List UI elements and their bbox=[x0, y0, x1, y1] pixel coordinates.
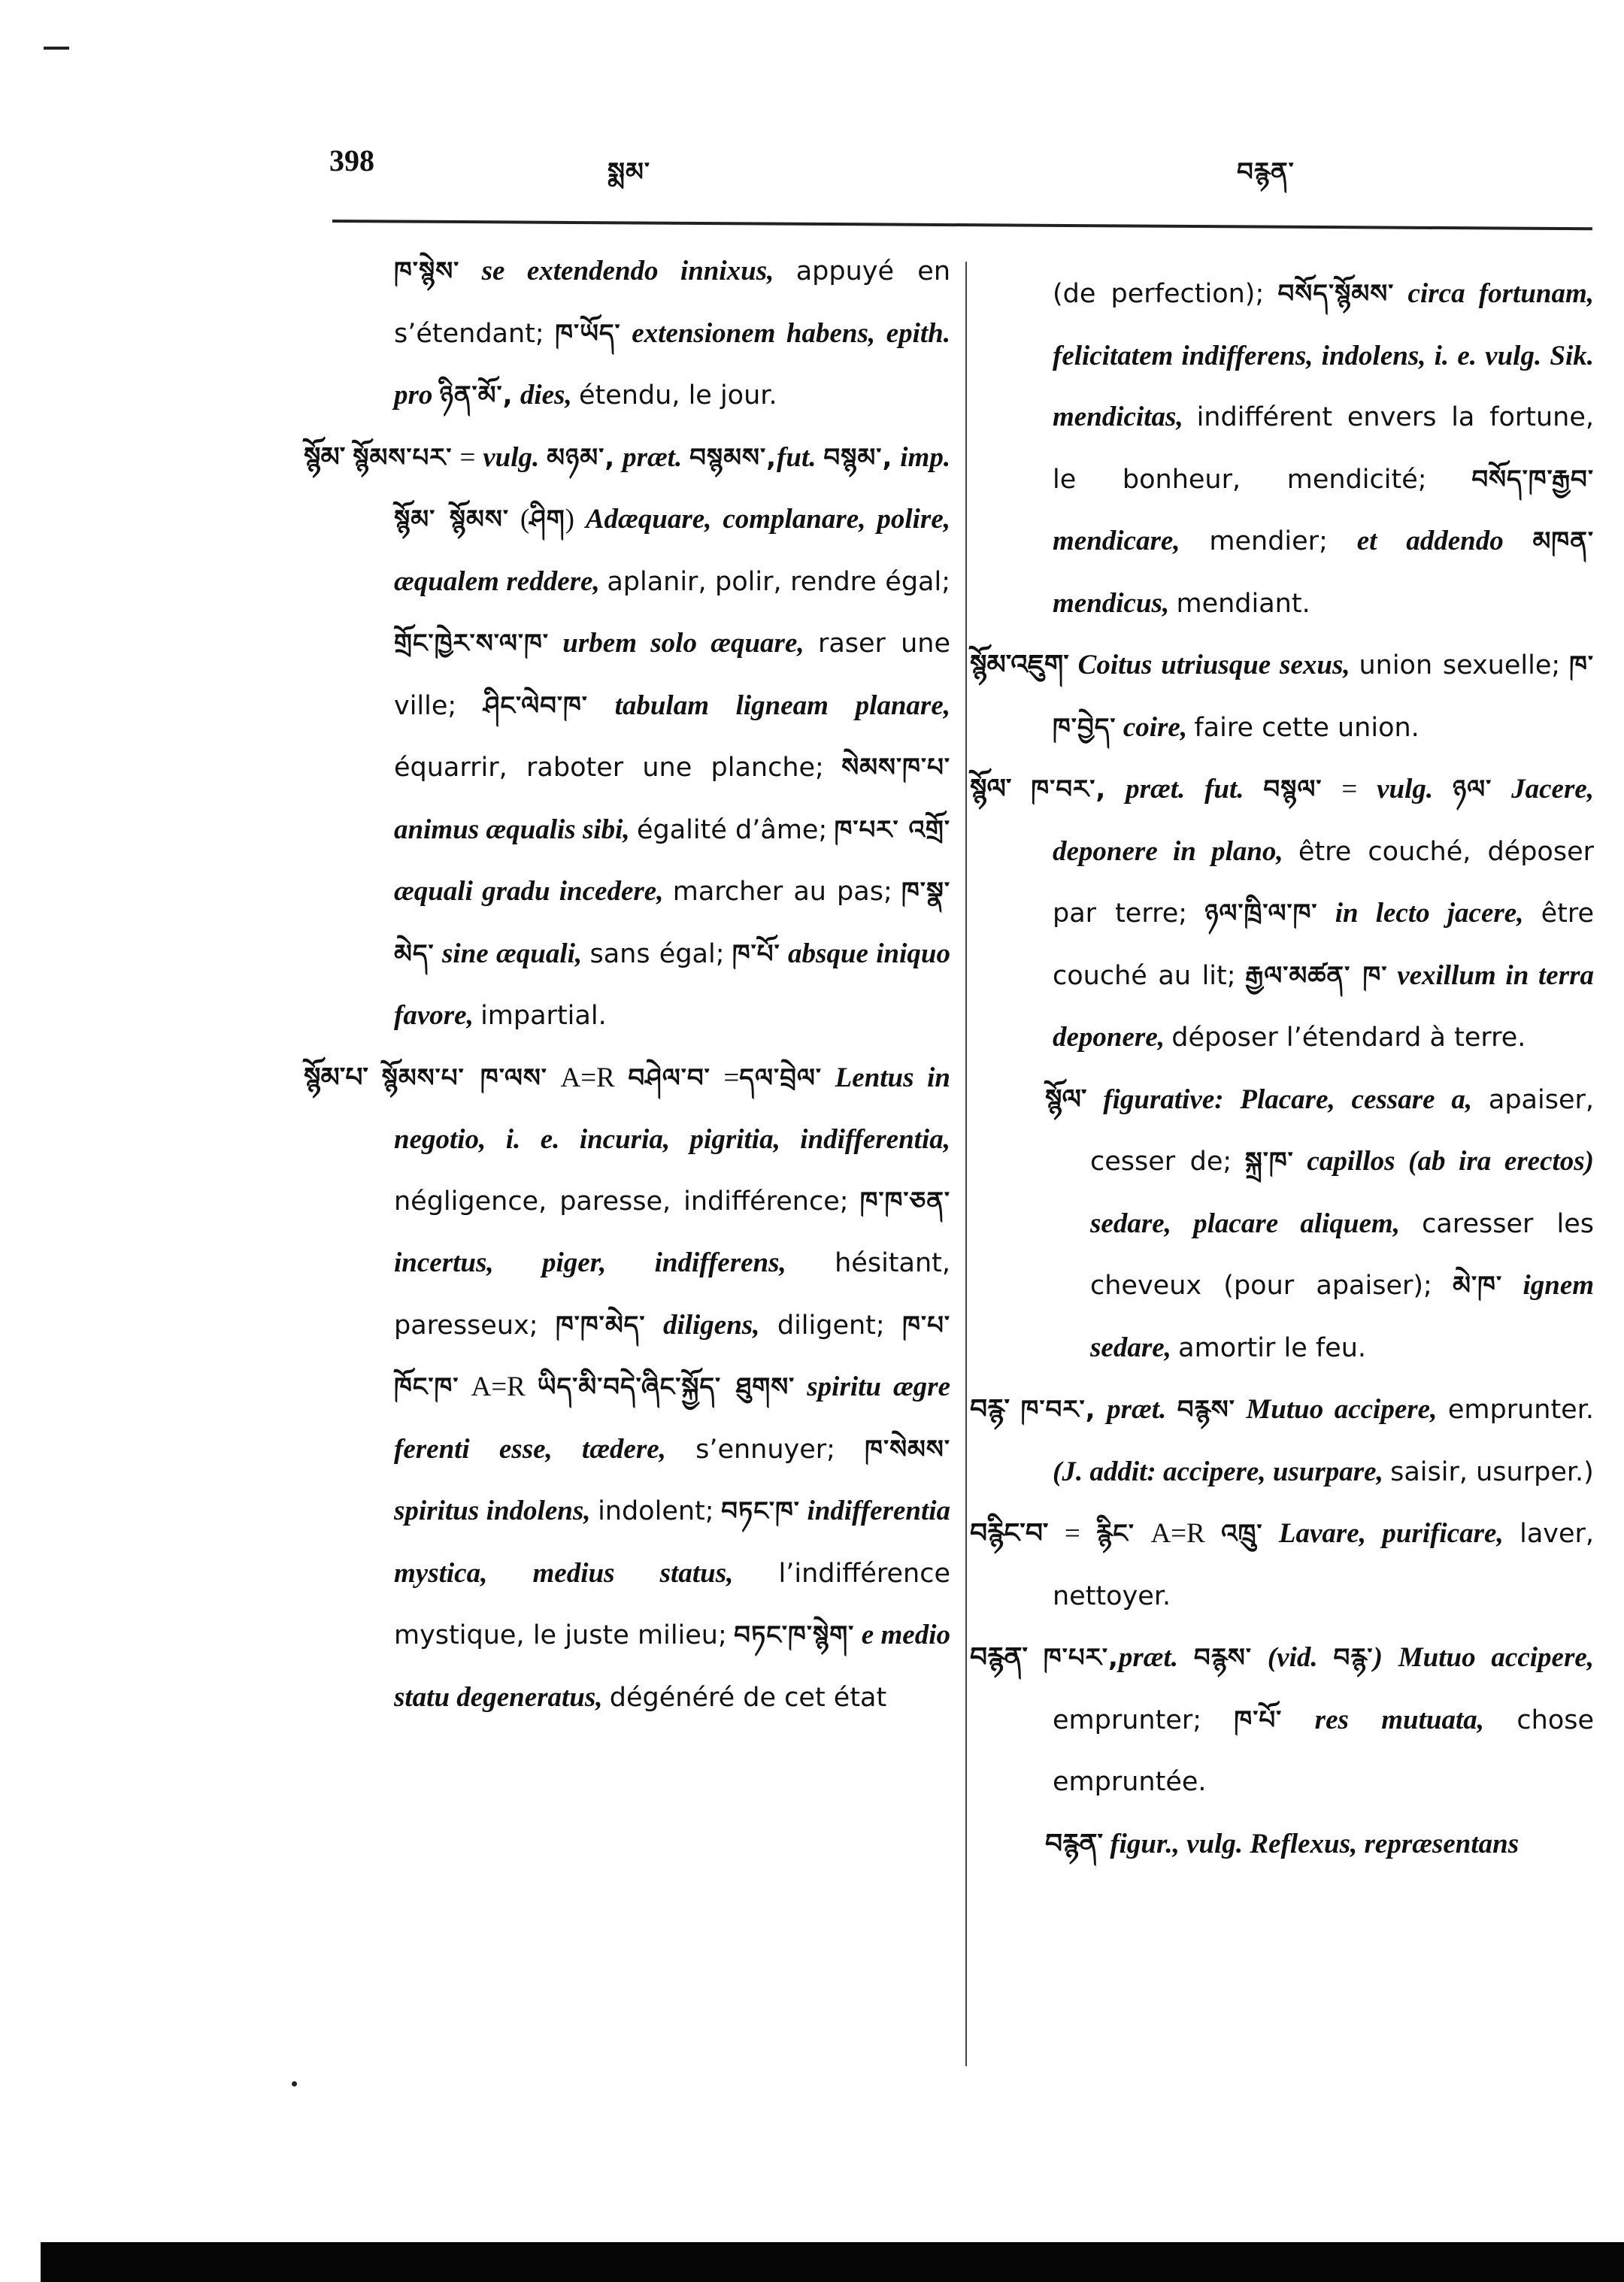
dictionary-entry: བརྙན་ ཁ་པར་,præt. བརྙས་ (vid. བརྙ་) Mutuo accipere, emprunter; ཁ་པོ་ res mutuata, chose empruntée. bbox=[970, 1642, 1595, 1797]
dictionary-entry: སྙོལ་ ཁ་བར་, præt. fut. བསྙལ་ = vulg. ཉལ་ Jacere, deponere in plano, être couché, déposer par terre; ཉལ་ཁྲི་ལ་ཁ་ in lecto jacere, être couché au lit; རྒྱལ་མཚན་ ཁ་ vexillum in terra deponere, déposer l’étendard à terre. bbox=[970, 774, 1595, 1053]
page-number: 398 bbox=[329, 144, 374, 177]
running-head-left: སྨམ་ bbox=[607, 157, 650, 187]
dictionary-entry: སྙོམ་པ་ སྙོམས་པ་ ཁ་ལས་ A=R བཤེལ་བ་ =དལ་བྲེལ་ Lentus in negotio, i. e. incuria, pigritia, indifferentia, négligence, paresse, indifférence; ཁ་ཁ་ཅན་ incertus, piger, indifferens, hésitant, paresseux; ཁ་ཁ་མེད་ diligens, diligent; ཁ་པ་ ཁོང་ཁ་ A=R ཡིད་མི་བདེ་ཞིང་སྐྱོད་ ཐུགས་ spiritu ægre ferenti esse, tædere, s’ennuyer; ཁ་སེམས་ spiritus indolens, indolent; བཏང་ཁ་ indifferentia mystica, medius status, l’indifférence mystique, le juste milieu; བཏང་ཁ་སྙེག་ e medio statu degeneratus, dégénéré de cet état bbox=[304, 1062, 951, 1713]
dictionary-entry: བརྙིང་བ་ = རྙིང་ A=R འཁྲུ་ Lavare, purificare, laver, nettoyer. bbox=[970, 1518, 1595, 1611]
dictionary-entry: སྙོམ་འཇུག་ Coitus utriusque sexus, union sexuelle; ཁ་ཁ་བྱེད་ coire, faire cette union. bbox=[970, 650, 1595, 743]
dictionary-entry: (de perfection); བསོད་སྙོམས་ circa fortunam, felicitatem indifferens, indolens, i. e. vulg. Sik. mendicitas, indifférent envers la fortune, le bonheur, mendicité; བསོད་ཁ་རྒྱབ་ mendicare, mendier; et addendo མཁན་ mendicus, mendiant. bbox=[1053, 278, 1595, 619]
scan-edge-bar bbox=[41, 2242, 1624, 2282]
right-column bbox=[970, 263, 1594, 1874]
dictionary-entry: སྙོམ་ སྙོམས་པར་ = vulg. མཉམ་, præt. བསྙམས་,fut. བསྙམ་, imp. སྙོམ་ སྙོམས་ (ཤིག) Adæquare, complanare, polire, æqualem reddere, aplanir, polir, rendre égal; གྲོང་ཁྱེར་ས་ལ་ཁ་ urbem solo æquare, raser une ville; ཤིང་ལེབ་ཁ་ tabulam ligneam planare, équarrir, raboter une planche; སེམས་ཁ་པ་ animus æqualis sibi, égalité d’âme; ཁ་པར་ འགྲོ་ æquali gradu incedere, marcher au pas; ཁ་སྣ་མེད་ sine æquali, sans égal; ཁ་པོ་ absque iniquo favore, impartial. bbox=[304, 441, 951, 1031]
dictionary-entry: བརྙ་ ཁ་བར་, præt. བརྙས་ Mutuo accipere, emprunter. (J. addit: accipere, usurpare, saisir, usurper.) bbox=[970, 1394, 1595, 1487]
dictionary-entry: སྙོལ་ figurative: Placare, cessare a, apaiser, cesser de; སྐྲ་ཁ་ capillos (ab ira erectos) sedare, placare aliquem, caresser les cheveux (pour apaiser); མེ་ཁ་ ignem sedare, amortir le feu. bbox=[1045, 1083, 1595, 1363]
dictionary-entry: བརྙན་ figur., vulg. Reflexus, repræsentans bbox=[1045, 1828, 1519, 1859]
stray-dot bbox=[292, 2081, 297, 2087]
left-column bbox=[304, 241, 950, 1729]
header-rule bbox=[332, 220, 1592, 230]
dictionary-entry: ཁ་སྙེས་ se extendendo innixus, appuyé en s’étendant; ཁ་ཡོད་ extensionem habens, epith. pro ཉིན་མོ་, dies, étendu, le jour. bbox=[394, 256, 951, 411]
running-head-right: བརྙན་ bbox=[1237, 157, 1295, 187]
corner-mark bbox=[44, 47, 69, 50]
column-divider bbox=[965, 262, 967, 2066]
